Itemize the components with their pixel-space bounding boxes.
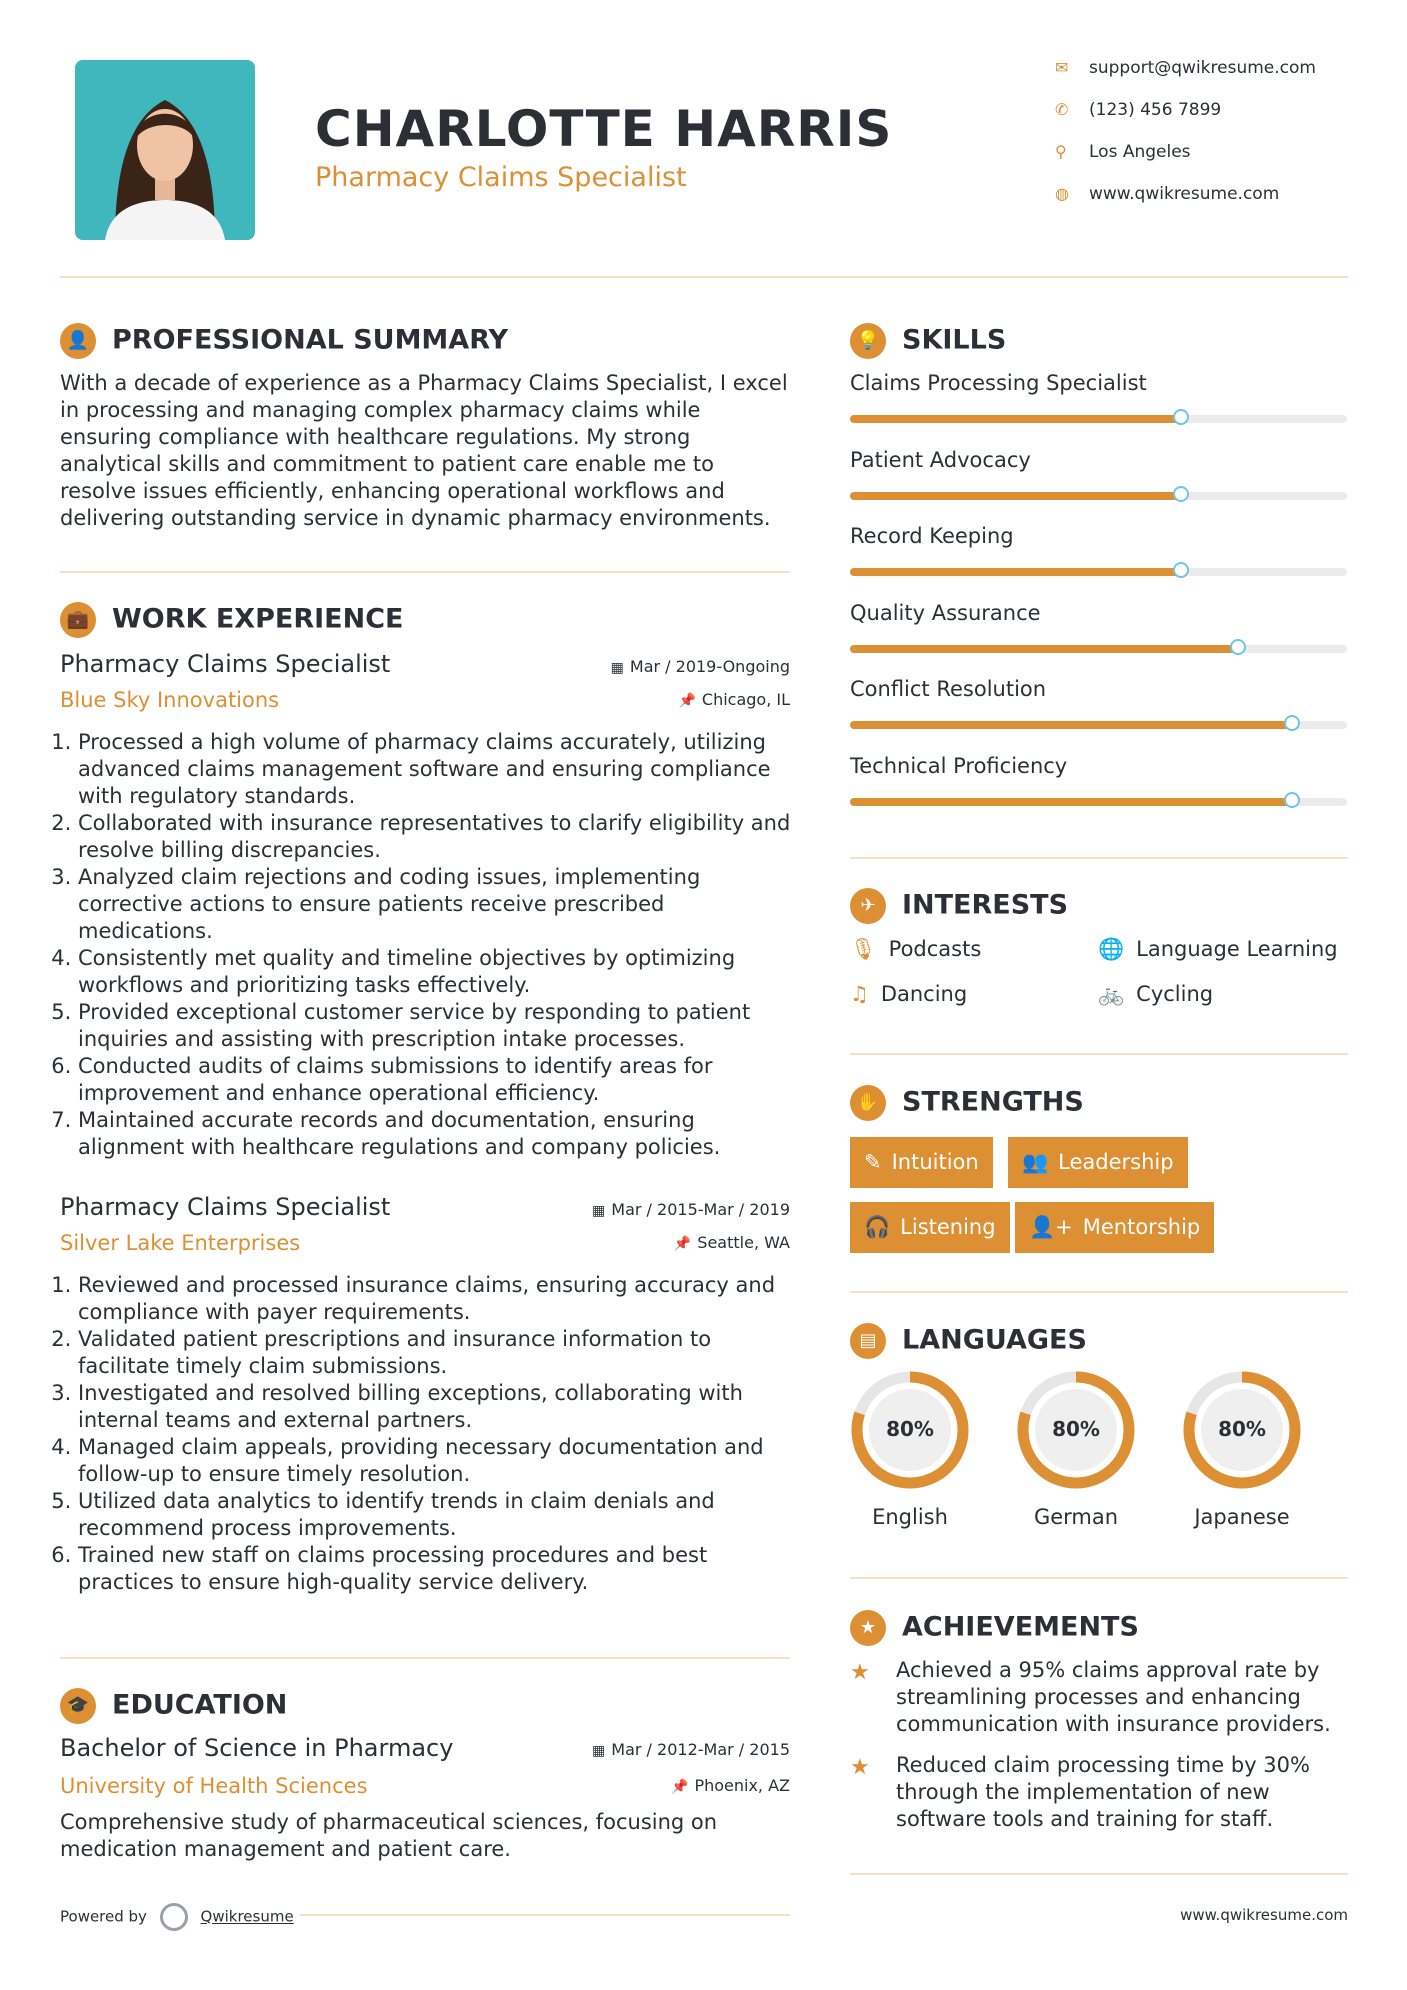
achievement-item: Reduced claim processing time by 30% through the implementation of new software tools and training for staff. (896, 1753, 1310, 1831)
experience-heading: 💼 WORK EXPERIENCE (60, 602, 403, 638)
interest-item: 🌐 Language Learning (1098, 937, 1338, 961)
bullet-item: 3. Analyzed claim rejections and coding issues, implementing corrective actions to ensure patients receive prescribed medications. (78, 864, 799, 945)
summary-text: With a decade of experience as a Pharmacy Claims Specialist, I excel in processing and managing complex pharmacy claims while ensuring compliance with healthcare regulations. My strong analytical skills and commitment to patient care enable me to resolve issues efficiently, enhancing operational workflows and delivering outstanding service in dynamic pharmacy environments. (60, 371, 788, 530)
interest-item: ♫ Dancing (850, 982, 968, 1006)
footer-divider (300, 1914, 790, 1916)
star-icon: ★ (850, 1755, 870, 1780)
skill-label: Record Keeping (850, 524, 1014, 548)
pin-icon: 📌 (671, 1779, 689, 1795)
language-name: English (872, 1505, 948, 1529)
contact-location: ⚲ Los Angeles (1055, 142, 1191, 162)
envelope-icon: ✉ (1055, 58, 1069, 77)
bullet-item: 5. Utilized data analytics to identify trends in claim denials and recommend process improvements. (78, 1488, 799, 1542)
skill-label: Patient Advocacy (850, 447, 1031, 472)
education-degree: Bachelor of Science in Pharmacy (60, 1734, 454, 1762)
qwikresume-link[interactable]: Qwikresume (200, 1907, 294, 1926)
language-ring (1012, 1366, 1140, 1494)
profile-photo (75, 60, 255, 240)
experience-divider (60, 1657, 790, 1659)
hand-icon: ✋ (850, 1085, 886, 1121)
skill-bar (850, 568, 1347, 576)
bullet-list (59, 1272, 799, 1596)
candidate-name: CHARLOTTE HARRIS (315, 100, 893, 158)
language-ring (1178, 1366, 1306, 1494)
skill-bar-fill (850, 492, 1181, 500)
summary-divider (60, 571, 790, 573)
skill-bar-knob (1173, 486, 1189, 502)
bullet-item: 1. Processed a high volume of pharmacy claims accurately, utilizing advanced claims management software and ensuring compliance with regulatory standards. (78, 729, 799, 810)
skill-label: Quality Assurance (850, 600, 1041, 625)
map-pin-icon: ⚲ (1055, 142, 1067, 161)
job-dates: ▦ Mar / 2019-Ongoing (610, 657, 790, 676)
skill-bar-fill (850, 568, 1181, 576)
education-location: 📌 Phoenix, AZ (671, 1776, 790, 1795)
skill-bar (850, 721, 1347, 729)
bullet-item: 6. Conducted audits of claims submissions to identify areas for improvement and enhance operational efficiency. (78, 1053, 799, 1107)
skills-heading: 💡 SKILLS (850, 323, 1006, 359)
globe-icon: ◍ (1055, 184, 1069, 203)
strength-tag: 🎧 Listening (850, 1202, 1010, 1253)
skill-label: Technical Proficiency (850, 753, 1068, 778)
skill-bar-fill (850, 721, 1292, 729)
lightbulb-icon: 💡 (850, 323, 886, 359)
interest-item: 🎙 Podcasts (850, 937, 982, 961)
group-icon: 👥 (1022, 1150, 1049, 1174)
bullet-item: 5. Provided exceptional customer service by responding to patient inquiries and assisting with prescription intake processes. (78, 999, 799, 1053)
globe-icon: 🌐 (1098, 937, 1125, 961)
achievement-item: Achieved a 95% claims approval rate by streamlining processes and enhancing communication with insurance providers. (896, 1658, 1331, 1736)
footer-website[interactable]: www.qwikresume.com (1180, 1906, 1348, 1924)
skill-bar (850, 492, 1347, 500)
bullet-item: 6. Trained new staff on claims processing procedures and best practices to ensure high-quality service delivery. (78, 1542, 799, 1596)
user-plus-icon: 👤+ (1029, 1215, 1073, 1239)
skill-bar-fill (850, 798, 1292, 806)
music-icon: ♫ (850, 982, 869, 1006)
skill-bar (850, 415, 1347, 423)
languages-heading: ▤ LANGUAGES (850, 1323, 1087, 1359)
job-location: 📌 Seattle, WA (673, 1233, 790, 1252)
achievements-heading: ★ ACHIEVEMENTS (850, 1610, 1139, 1646)
skill-label: Claims Processing Specialist (850, 371, 1147, 395)
pin-icon: 📌 (673, 1236, 692, 1252)
pin-icon: 📌 (678, 693, 696, 709)
bullet-item: 1. Reviewed and processed insurance claims, ensuring accuracy and compliance with payer requirements. (78, 1272, 799, 1326)
qwikresume-logo-icon (160, 1903, 188, 1931)
bullet-item: 4. Consistently met quality and timeline objectives by optimizing workflows and prioritizing tasks effectively. (78, 945, 799, 999)
magic-wand-icon: ✎ (864, 1150, 882, 1174)
bullet-item: 3. Investigated and resolved billing exceptions, collaborating with internal teams and external partners. (78, 1380, 799, 1434)
language-ring (846, 1366, 974, 1494)
language-percent: 80% (886, 1417, 934, 1441)
skill-bar-fill (850, 415, 1181, 423)
job-title: Pharmacy Claims Specialist (60, 650, 391, 678)
job-location: 📌 Chicago, IL (678, 690, 790, 709)
language-percent: 80% (1052, 1417, 1100, 1441)
contact-phone[interactable]: ✆ (123) 456 7899 (1055, 100, 1222, 120)
contact-email[interactable]: ✉ support@qwikresume.com (1055, 58, 1316, 78)
language-card-icon: ▤ (850, 1323, 886, 1359)
strength-tag: 👤+ Mentorship (1015, 1202, 1214, 1253)
language-percent: 80% (1218, 1417, 1266, 1441)
interest-item: 🚲 Cycling (1098, 982, 1214, 1006)
strength-tag: ✎ Intuition (850, 1137, 993, 1188)
languages-divider (850, 1577, 1348, 1579)
bullet-item: 2. Validated patient prescriptions and insurance information to facilitate timely claim submissions. (78, 1326, 799, 1380)
briefcase-icon: 💼 (60, 602, 96, 638)
skill-bar (850, 645, 1347, 653)
phone-icon: ✆ (1055, 100, 1069, 119)
job-bullets (59, 729, 799, 1161)
skill-bar-knob (1284, 792, 1300, 808)
strengths-divider (850, 1291, 1348, 1293)
avatar (75, 60, 255, 240)
strengths-heading: ✋ STRENGTHS (850, 1085, 1084, 1121)
summary-heading: 👤 PROFESSIONAL SUMMARY (60, 323, 508, 359)
calendar-icon: ▦ (592, 1203, 606, 1219)
calendar-icon: ▦ (610, 660, 624, 676)
skills-divider (850, 857, 1348, 859)
education-description: Comprehensive study of pharmaceutical sciences, focusing on medication management and patient care. (60, 1810, 718, 1861)
skill-bar-knob (1230, 639, 1246, 655)
job-title: Pharmacy Claims Specialist (60, 1193, 391, 1221)
star-badge-icon: ★ (850, 1610, 886, 1646)
strength-tag: 👥 Leadership (1008, 1137, 1188, 1188)
bicycle-icon: 🚲 (1098, 982, 1125, 1006)
job-company: Blue Sky Innovations (60, 688, 280, 712)
paper-plane-icon: ✈ (850, 888, 886, 924)
achievements-divider (850, 1873, 1348, 1875)
skill-bar-knob (1173, 409, 1189, 425)
microphone-icon: 🎙 (850, 937, 877, 961)
bullet-item: 2. Collaborated with insurance representatives to clarify eligibility and resolve billing discrepancies. (78, 810, 799, 864)
skill-label: Conflict Resolution (850, 677, 1047, 701)
graduation-cap-icon: 🎓 (60, 1688, 96, 1724)
headphones-icon: 🎧 (864, 1215, 891, 1239)
star-icon: ★ (850, 1660, 870, 1685)
job-bullets (59, 1272, 799, 1596)
language-name: German (1033, 1505, 1119, 1529)
contact-website[interactable]: ◍ www.qwikresume.com (1055, 184, 1280, 204)
language-name: Japanese (1194, 1505, 1290, 1529)
candidate-title: Pharmacy Claims Specialist (315, 162, 687, 193)
education-school: University of Health Sciences (60, 1774, 368, 1798)
user-icon: 👤 (60, 323, 96, 359)
skill-bar-knob (1284, 715, 1300, 731)
education-dates: ▦ Mar / 2012-Mar / 2015 (592, 1740, 790, 1759)
skill-bar-knob (1173, 562, 1189, 578)
job-dates: ▦ Mar / 2015-Mar / 2019 (592, 1200, 790, 1219)
bullet-list (59, 729, 799, 1161)
education-heading: 🎓 EDUCATION (60, 1688, 287, 1724)
job-company: Silver Lake Enterprises (60, 1231, 301, 1255)
interests-heading: ✈ INTERESTS (850, 888, 1068, 924)
header-divider (60, 276, 1348, 278)
bullet-item: 4. Managed claim appeals, providing necessary documentation and follow-up to ensure timely resolution. (78, 1434, 799, 1488)
skill-bar (850, 798, 1347, 806)
footer-powered-by: Powered by Qwikresume (60, 1903, 294, 1931)
calendar-icon: ▦ (592, 1743, 606, 1759)
interests-divider (850, 1053, 1348, 1055)
skill-bar-fill (850, 645, 1238, 653)
bullet-item: 7. Maintained accurate records and documentation, ensuring alignment with healthcare regulations and company policies. (78, 1107, 799, 1161)
